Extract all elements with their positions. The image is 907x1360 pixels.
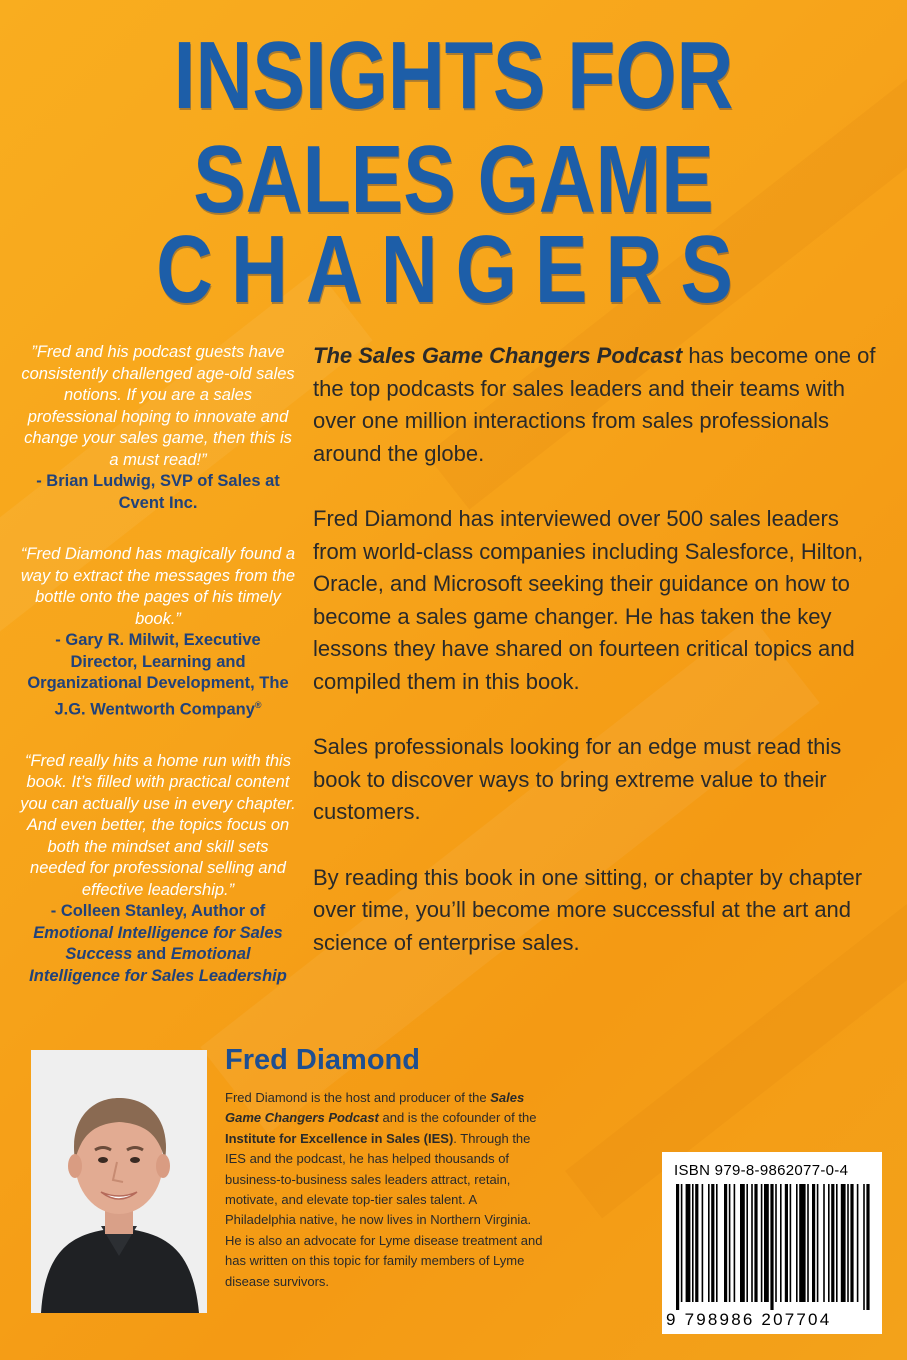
isbn-barcode-box	[662, 1152, 882, 1334]
barcode-bar	[729, 1184, 731, 1302]
book-title-2: Emotional Intelligence for Sales Leadership	[29, 945, 287, 985]
barcode-bar	[764, 1184, 769, 1302]
barcode-bar	[716, 1184, 718, 1302]
author-name: Fred Diamond	[225, 1044, 420, 1076]
barcode-bar	[702, 1184, 704, 1302]
barcode-bar	[770, 1184, 773, 1310]
testimonial	[20, 751, 296, 988]
barcode-bar	[847, 1184, 849, 1302]
title-line-3: CHANGERS	[156, 216, 751, 323]
barcode-bar	[850, 1184, 853, 1302]
barcode-bar	[807, 1184, 809, 1302]
barcode-bar	[761, 1184, 763, 1302]
testimonial-attribution-wrap	[20, 630, 296, 721]
author-portrait-illustration	[31, 1050, 207, 1313]
barcode-bar	[775, 1184, 777, 1302]
barcode-bar	[790, 1184, 792, 1302]
title-line-2: SALES GAME	[193, 126, 714, 233]
testimonial-text: “Fred Diamond has magically found a way to extract the messages from the bottle onto the pages of his timely book.”	[20, 545, 296, 628]
barcode-bar	[866, 1184, 869, 1310]
testimonial	[20, 544, 296, 721]
barcode-icon	[672, 1184, 872, 1310]
barcode-bar	[692, 1184, 694, 1302]
barcode-bar	[780, 1184, 782, 1302]
barcode-bar	[754, 1184, 757, 1302]
barcode-bar	[785, 1184, 788, 1302]
attribution-conjunction: and	[136, 945, 167, 963]
barcode-bar	[799, 1184, 805, 1302]
barcode-bar	[676, 1184, 679, 1310]
book-description	[313, 340, 883, 992]
barcode-bar	[686, 1184, 691, 1302]
author-photo	[31, 1050, 207, 1313]
registered-mark: ®	[254, 699, 262, 710]
testimonials-column	[20, 342, 296, 1017]
testimonial-attribution: - Gary R. Milwit, Executive Director, Learning and Organizational Development, The J.G. Wentworth Company	[27, 631, 289, 718]
testimonial-attribution-wrap	[20, 901, 296, 987]
testimonial-attribution-prefix: - Colleen Stanley, Author of	[50, 902, 266, 920]
barcode-bar	[841, 1184, 846, 1302]
description-p1-text: has become one of the top podcasts for sales leaders and their teams with over one million interactions from sales professionals around the globe.	[313, 343, 876, 466]
description-paragraph-4: By reading this book in one sitting, or chapter by chapter over time, you’ll become more successful at the art and science of enterprise sales.	[313, 864, 863, 955]
title-line-1: INSIGHTS FOR	[173, 22, 734, 129]
barcode-digits: 9 798986 207704	[666, 1310, 832, 1329]
barcode-bar	[828, 1184, 830, 1302]
barcode-bar	[812, 1184, 815, 1302]
testimonial	[20, 342, 296, 514]
barcode-bar	[796, 1184, 798, 1302]
author-bio	[225, 1088, 545, 1292]
barcode-bar	[711, 1184, 714, 1302]
barcode-bar	[863, 1184, 865, 1310]
testimonial-text: ”Fred and his podcast guests have consistently challenged age-old sales notions. If you are a sales professional hoping to innovate and change your sales game, then this is a must read!”	[21, 343, 295, 469]
barcode-bar	[746, 1184, 748, 1302]
description-paragraph-1	[313, 340, 883, 470]
barcode-bar	[857, 1184, 859, 1302]
bio-text-1: Fred Diamond is the host and producer of the	[225, 1090, 491, 1105]
bio-text-3: . Through the IES and the podcast, he has helped thousands of business-to-business sales leaders attract, retain, motivate, and elevate top-tier sales talent. A Philadelphia native, he now lives in Northern Virginia. He is also an advocate for Lyme disease treatment and has written on this topic for family members of Lyme disease survivors.	[225, 1130, 543, 1289]
barcode-bar	[724, 1184, 727, 1302]
testimonial-text: “Fred really hits a home run with this book. It’s filled with practical content you can actually use in every chapter. And even better, the topics focus on both the mindset and skill sets needed for professional selling and effective leadership.”	[20, 751, 296, 899]
description-paragraph-2: Fred Diamond has interviewed over 500 sales leaders from world-class companies including Salesforce, Hilton, Oracle, and Microsoft seeking their guidance on how to become a sales game changer. He has taken the key lessons they have shared on fourteen critical topics and compiled them in this book.	[313, 506, 864, 694]
description-paragraph-3: Sales professionals looking for an edge must read this book to discover ways to bring extreme value to their customers.	[313, 734, 842, 824]
podcast-title: The Sales Game Changers Podcast	[313, 343, 683, 368]
bio-text-2: and is the cofounder of the	[378, 1110, 537, 1126]
barcode-bar	[734, 1184, 736, 1302]
testimonial-attribution: - Brian Ludwig, SVP of Sales at Cvent Inc.	[36, 472, 280, 512]
bio-institute-name: Institute for Excellence in Sales (IES)	[225, 1130, 454, 1146]
barcode-bar	[831, 1184, 834, 1302]
barcode-bar	[823, 1184, 825, 1302]
bio-podcast-title: Sales Game Changers Podcast	[225, 1090, 525, 1126]
barcode-bar	[740, 1184, 745, 1302]
book-title-1: Emotional Intelligence for Sales Success	[33, 923, 283, 963]
barcode-bar	[817, 1184, 819, 1302]
barcode-bar	[681, 1184, 683, 1302]
isbn-label: ISBN 979-8-9862077-0-4	[674, 1162, 849, 1179]
barcode-bar	[708, 1184, 710, 1302]
barcode-bar	[836, 1184, 838, 1302]
barcode-bar	[695, 1184, 698, 1302]
barcode-bar	[751, 1184, 753, 1302]
